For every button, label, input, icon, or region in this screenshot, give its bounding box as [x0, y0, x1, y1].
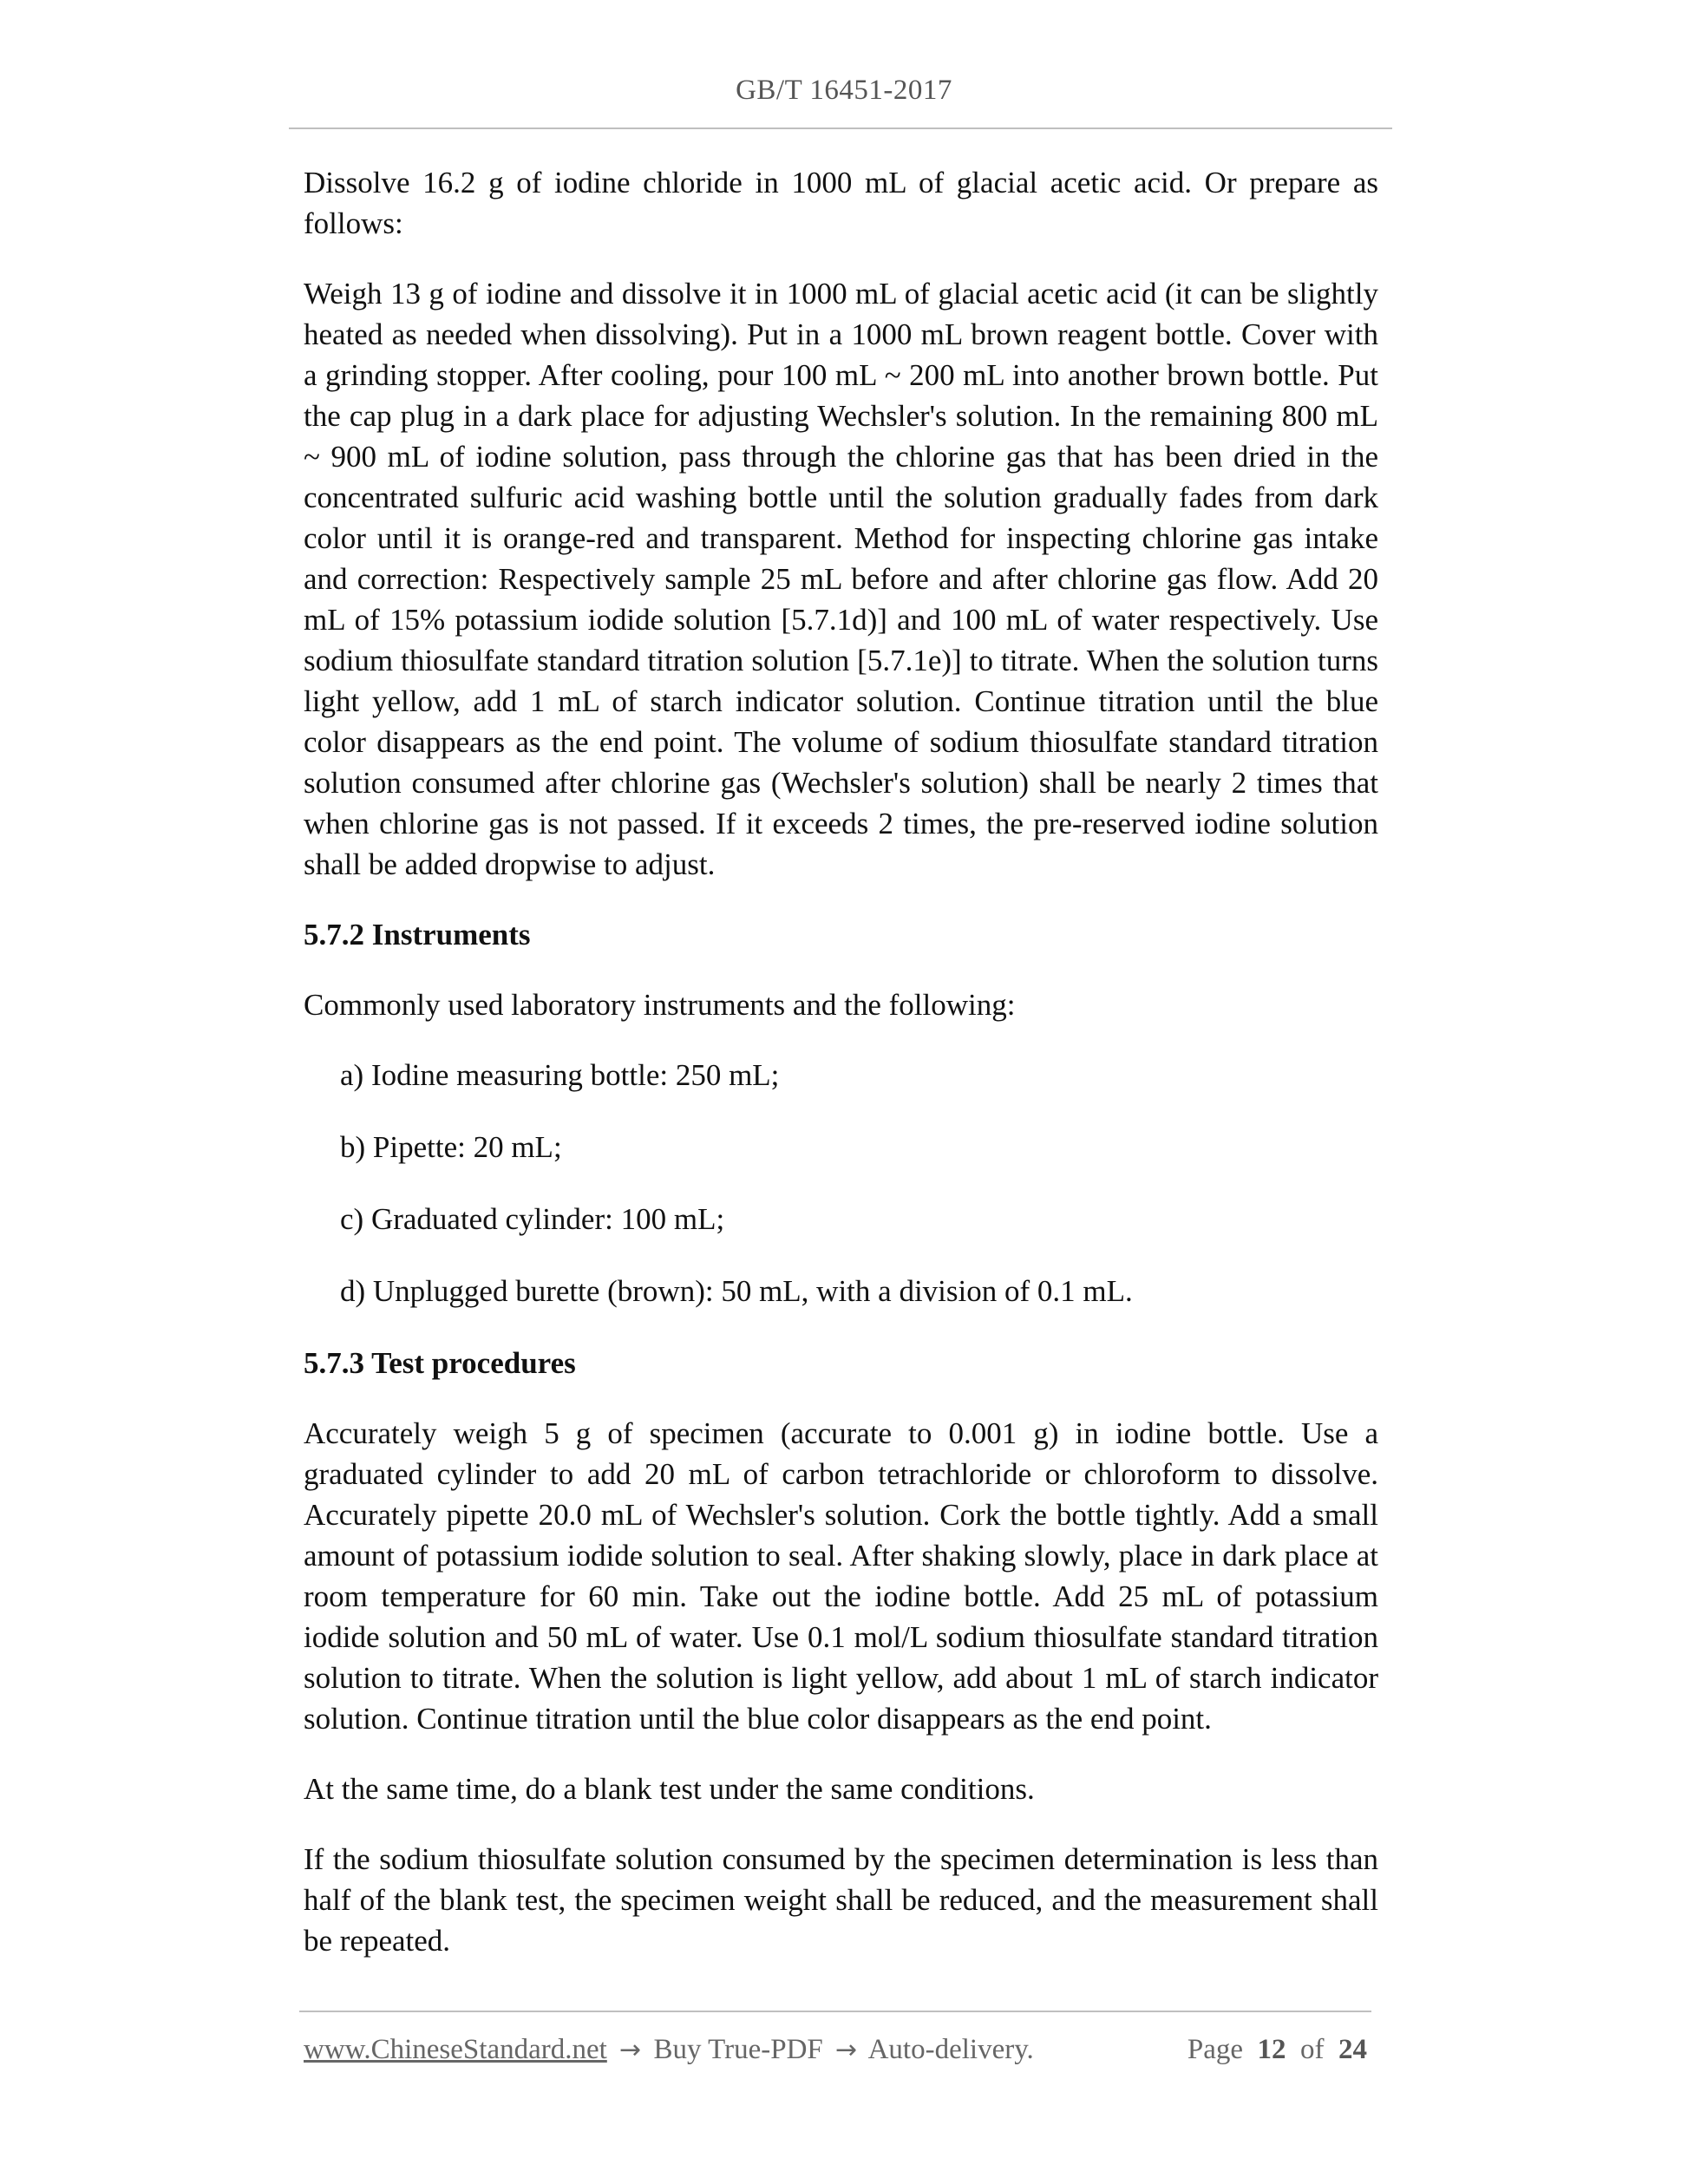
instrument-list-item: c) Graduated cylinder: 100 mL;: [340, 1202, 725, 1236]
total-pages-number: 24: [1338, 2034, 1367, 2065]
document-body: [304, 162, 1378, 1991]
arrow-right-icon: →: [619, 2035, 642, 2065]
instrument-list-item: d) Unplugged burette (brown): 50 mL, with a division of 0.1 mL.: [340, 1274, 1133, 1308]
current-page-number: 12: [1257, 2034, 1286, 2065]
paragraph-iodine-chloride: Dissolve 16.2 g of iodine chloride in 1000 mL of glacial acetic acid. Or prepare as follows:: [304, 166, 1378, 240]
page-label: Page: [1187, 2034, 1243, 2065]
auto-delivery-text: Auto-delivery.: [867, 2034, 1034, 2065]
buy-pdf-text: Buy True-PDF: [653, 2034, 823, 2065]
instruments-intro: Commonly used laboratory instruments and the following:: [304, 988, 1016, 1022]
section-heading-test-procedures: 5.7.3 Test procedures: [304, 1346, 576, 1380]
footer-divider: [299, 2011, 1371, 2012]
instrument-list-item: b) Pipette: 20 mL;: [340, 1130, 562, 1164]
page-indicator: [1187, 2030, 1367, 2070]
paragraph-iodine-preparation: Weigh 13 g of iodine and dissolve it in 1000 mL of glacial acetic acid (it can be slightly heated as needed when dissolving). Put in a 1000 mL brown reagent bottle. Cover with a grinding stopper. After cooling, pour 100 mL ~ 200 mL into another brown bottle. Put the cap plug in a dark place for adjusting Wechsler's solution. In the remaining 800 mL ~ 900 mL of iodine solution, pass through the chlorine gas that has been dried in the concentrated sulfuric acid washing bottle until the solution gradually fades from dark color until it is orange-red and transparent. Method for inspecting chlorine gas intake and correction: Respectively sample 25 mL before and after chlorine gas flow. Add 20 mL of 15% potassium iodide solution [5.7.1d)] and 100 mL of water respectively. Use sodium thiosulfate standard titration solution [5.7.1e)] to titrate. When the solution turns light yellow, add 1 mL of starch indicator solution. Continue titration until the blue color disappears as the end point. The volume of sodium thiosulfate standard titration solution consumed after chlorine gas (Wechsler's solution) shall be nearly 2 times that when chlorine gas is not passed. If it exceeds 2 times, the pre-reserved iodine solution shall be added dropwise to adjust.: [304, 277, 1378, 881]
paragraph-repeat-measurement: If the sodium thiosulfate solution consumed by the specimen determination is less than half of the blank test, the specimen weight shall be reduced, and the measurement shall be repeated.: [304, 1842, 1378, 1958]
arrow-right-icon: →: [835, 2035, 858, 2065]
section-heading-instruments: 5.7.2 Instruments: [304, 918, 531, 951]
paragraph-test-procedure: Accurately weigh 5 g of specimen (accurate to 0.001 g) in iodine bottle. Use a graduated cylinder to add 20 mL of carbon tetrachloride or chloroform to dissolve. Accurately pipette 20.0 mL of Wechsler's solution. Cork the bottle tightly. Add a small amount of potassium iodide solution to seal. After shaking slowly, place in dark place at room temperature for 60 min. Take out the iodine bottle. Add 25 mL of potassium iodide solution and 50 mL of water. Use 0.1 mol/L sodium thiosulfate standard titration solution to titrate. When the solution is light yellow, add about 1 mL of starch indicator solution. Continue titration until the blue color disappears as the end point.: [304, 1416, 1378, 1736]
page-footer: [304, 2030, 1367, 2070]
instrument-list-item: a) Iodine measuring bottle: 250 mL;: [340, 1058, 780, 1092]
of-label: of: [1300, 2034, 1325, 2065]
website-link[interactable]: www.ChineseStandard.net: [304, 2034, 607, 2065]
header-divider: [289, 128, 1392, 129]
document-header-title: GB/T 16451-2017: [736, 75, 952, 106]
paragraph-blank-test: At the same time, do a blank test under the same conditions.: [304, 1772, 1035, 1806]
